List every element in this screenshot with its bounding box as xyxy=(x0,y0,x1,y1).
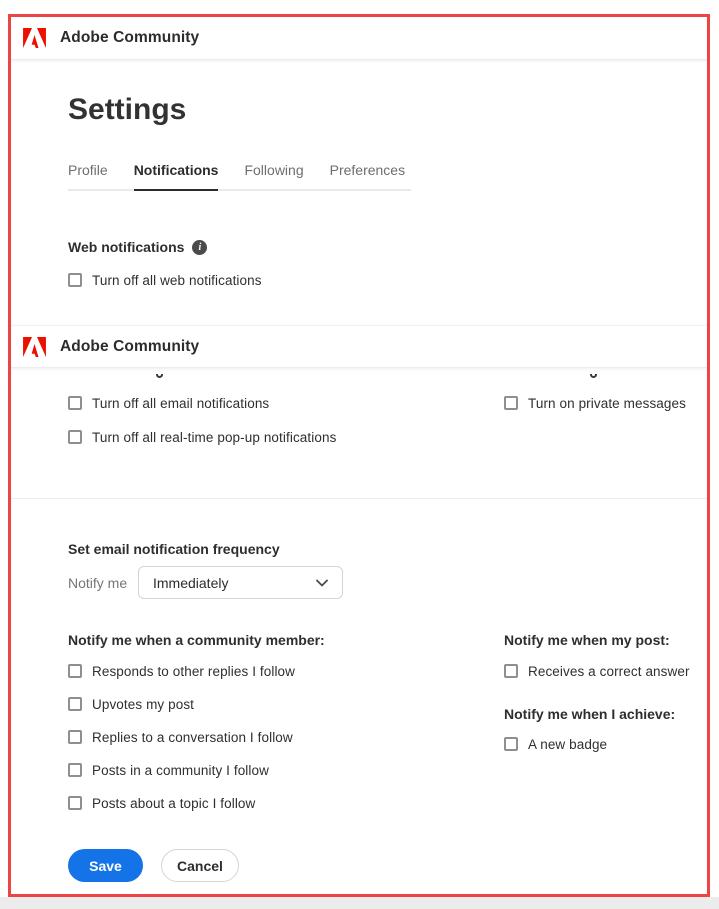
checkbox-row xyxy=(504,663,690,679)
save-button[interactable]: Save xyxy=(68,849,143,882)
checkbox-row xyxy=(68,729,293,745)
brand-title[interactable]: Adobe Community xyxy=(60,29,200,46)
checkbox-turn-off-realtime-popup[interactable] xyxy=(68,430,82,444)
brand-title[interactable]: Adobe Community xyxy=(60,337,200,355)
page-title: Settings xyxy=(68,93,187,126)
checkbox-label: Replies to a conversation I follow xyxy=(92,729,293,745)
checkbox-label: Receives a correct answer xyxy=(528,663,690,679)
checkbox-receives-correct-answer[interactable] xyxy=(504,664,518,678)
info-icon[interactable]: i xyxy=(192,240,207,255)
checkbox-posts-in-community[interactable] xyxy=(68,763,82,777)
notify-me-label: Notify me xyxy=(68,575,128,591)
frequency-dropdown[interactable] xyxy=(138,566,343,599)
checkbox-row xyxy=(68,429,336,445)
my-post-heading-text: Notify me when my post: xyxy=(504,632,670,648)
community-member-heading xyxy=(68,632,325,648)
web-notifications-heading-text: Web notifications xyxy=(68,239,185,255)
app-header-scrolled xyxy=(11,325,707,368)
app-header-top xyxy=(11,17,707,60)
checkbox-row xyxy=(68,696,194,712)
checkbox-row xyxy=(504,395,686,411)
chevron-down-icon xyxy=(316,579,328,587)
checkbox-label: Posts about a topic I follow xyxy=(92,795,256,811)
checkbox-label: Turn off all web notifications xyxy=(92,272,262,288)
frequency-dropdown-value: Immediately xyxy=(153,574,229,591)
checkbox-row xyxy=(68,663,295,679)
checkbox-label: Responds to other replies I follow xyxy=(92,663,296,679)
email-frequency-heading-text: Set email notification frequency xyxy=(68,541,280,557)
tab-following[interactable]: Following xyxy=(244,162,304,178)
checkbox-label: A new badge xyxy=(528,736,608,752)
checkbox-label: Upvotes my post xyxy=(92,696,195,712)
checkbox-upvotes-my-post[interactable] xyxy=(68,697,82,711)
checkbox-row xyxy=(68,272,262,288)
checkbox-turn-off-web-notifications[interactable] xyxy=(68,273,82,287)
checkbox-row xyxy=(68,762,269,778)
settings-tabs xyxy=(68,162,411,191)
checkbox-a-new-badge[interactable] xyxy=(504,737,518,751)
tab-notifications[interactable]: Notifications xyxy=(134,162,219,191)
checkbox-row xyxy=(68,395,269,411)
tab-profile[interactable]: Profile xyxy=(68,162,108,178)
checkbox-row xyxy=(68,795,255,811)
checkbox-row xyxy=(504,736,607,752)
email-frequency-heading xyxy=(68,541,280,557)
checkbox-label: Posts in a community I follow xyxy=(92,762,269,778)
web-notifications-heading xyxy=(68,239,207,255)
section-divider xyxy=(11,498,707,499)
checkbox-posts-about-topic[interactable] xyxy=(68,796,82,810)
checkbox-turn-on-private-messages[interactable] xyxy=(504,396,518,410)
checkbox-replies-to-conversation[interactable] xyxy=(68,730,82,744)
my-post-heading xyxy=(504,632,670,648)
bottom-gutter xyxy=(0,897,719,909)
clipped-heading-remnant xyxy=(590,374,597,378)
checkbox-responds-to-other-replies[interactable] xyxy=(68,664,82,678)
cancel-button[interactable]: Cancel xyxy=(161,849,239,882)
achieve-heading xyxy=(504,706,675,722)
achieve-heading-text: Notify me when I achieve: xyxy=(504,706,676,722)
clipped-heading-remnant xyxy=(156,374,163,378)
adobe-logo-icon[interactable] xyxy=(23,337,46,357)
settings-page-frame xyxy=(8,14,710,897)
checkbox-label: Turn on private messages xyxy=(528,395,686,411)
community-member-heading-text: Notify me when a community member: xyxy=(68,632,325,648)
checkbox-label: Turn off all real-time pop-up notifications xyxy=(92,429,337,445)
checkbox-turn-off-email-notifications[interactable] xyxy=(68,396,82,410)
tab-preferences[interactable]: Preferences xyxy=(329,162,406,178)
adobe-logo-icon[interactable] xyxy=(23,28,46,48)
checkbox-label: Turn off all email notifications xyxy=(92,395,270,411)
